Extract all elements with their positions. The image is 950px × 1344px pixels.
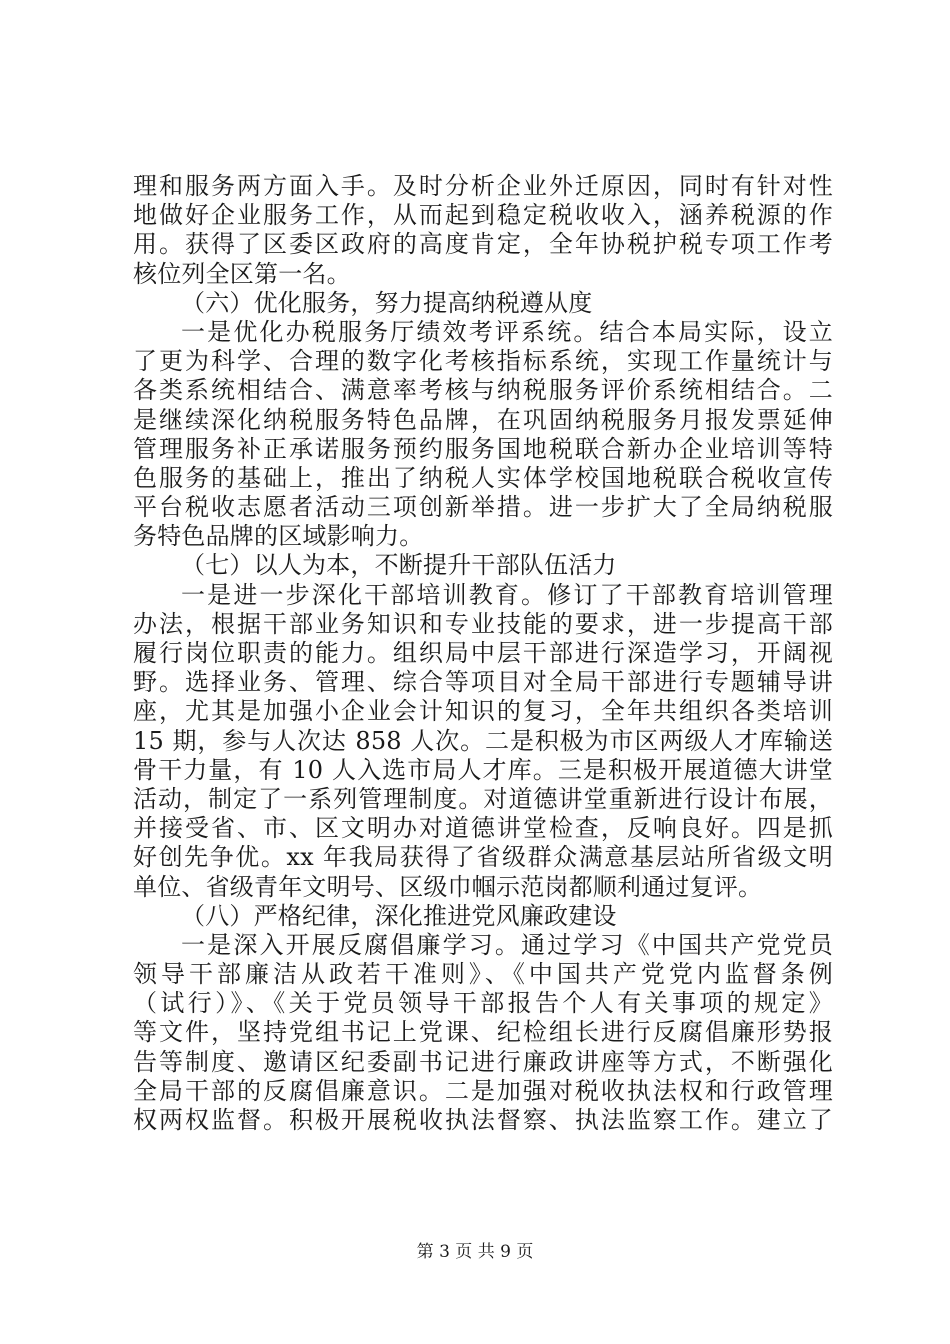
text-line: 全局干部的反腐倡廉意识。二是加强对税收执法权和行政管理	[133, 1076, 833, 1105]
section-heading-6: （六）优化服务，努力提高纳税遵从度	[181, 288, 593, 317]
text-line: 权两权监督。积极开展税收执法督察、执法监察工作。建立了	[133, 1106, 833, 1134]
document-body	[133, 172, 833, 1135]
text-line: 地做好企业服务工作，从而起到稳定税收收入，涵养税源的作	[133, 201, 833, 230]
text-line: 平台税收志愿者活动三项创新举措。进一步扩大了全局纳税服	[133, 493, 833, 522]
text-line: 是继续深化纳税服务特色品牌，在巩固纳税服务月报发票延伸	[133, 405, 833, 434]
text-line: 办法，根据干部业务知识和专业技能的要求，进一步提高干部	[133, 609, 833, 638]
text-line: 履行岗位职责的能力。组织局中层干部进行深造学习，开阔视	[133, 639, 833, 667]
text-line: 色服务的基础上，推出了纳税人实体学校国地税联合税收宣传	[133, 463, 833, 492]
text-line: 15 期，参与人次达 858 人次。二是积极为市区两级人才库输送	[133, 726, 833, 755]
text-line: 骨干力量，有 10 人入选市局人才库。三是积极开展道德大讲堂	[133, 755, 833, 784]
text-line: （试行）》、《关于党员领导干部报告个人有关事项的规定》	[133, 989, 833, 1018]
text-line: 单位、省级青年文明号、区级巾帼示范岗都顺利通过复评。	[133, 872, 763, 901]
text-line: 活动，制定了一系列管理制度。对道德讲堂重新进行设计布展，	[133, 784, 833, 813]
section-heading-8: （八）严格纪律，深化推进党风廉政建设	[181, 901, 617, 930]
text-line: 了更为科学、合理的数字化考核指标系统，实现工作量统计与	[133, 347, 833, 376]
text-line: 务特色品牌的区域影响力。	[133, 522, 424, 551]
text-line: 等文件，坚持党组书记上党课、纪检组长进行反腐倡廉形势报	[133, 1018, 833, 1047]
text-line: 领导干部廉洁从政若干准则》、《中国共产党党内监督条例	[133, 960, 833, 989]
text-line: 野。选择业务、管理、综合等项目对全局干部进行专题辅导讲	[133, 668, 833, 697]
text-line: 理和服务两方面入手。及时分析企业外迁原因，同时有针对性	[133, 172, 833, 200]
text-line: 用。获得了区委区政府的高度肯定，全年协税护税专项工作考	[133, 230, 833, 259]
text-line: 各类系统相结合、满意率考核与纳税服务评价系统相结合。二	[133, 376, 833, 405]
text-line: 核位列全区第一名。	[133, 259, 351, 288]
text-line: 一是深入开展反腐倡廉学习。通过学习《中国共产党党员	[181, 930, 833, 959]
text-line: 座，尤其是加强小企业会计知识的复习，全年共组织各类培训	[133, 697, 833, 726]
section-heading-7: （七）以人为本，不断提升干部队伍活力	[181, 551, 617, 580]
text-line: 一是优化办税服务厅绩效考评系统。结合本局实际，设立	[181, 317, 833, 346]
text-line: 好创先争优。xx 年我局获得了省级群众满意基层站所省级文明	[133, 843, 833, 872]
page-number: 第 3 页 共 9 页	[416, 1242, 534, 1262]
text-line: 并接受省、市、区文明办对道德讲堂检查，反响良好。四是抓	[133, 814, 833, 843]
text-line: 管理服务补正承诺服务预约服务国地税联合新办企业培训等特	[133, 434, 833, 463]
text-line: 告等制度、邀请区纪委副书记进行廉政讲座等方式，不断强化	[133, 1047, 833, 1076]
text-line: 一是进一步深化干部培训教育。修订了干部教育培训管理	[181, 580, 833, 609]
